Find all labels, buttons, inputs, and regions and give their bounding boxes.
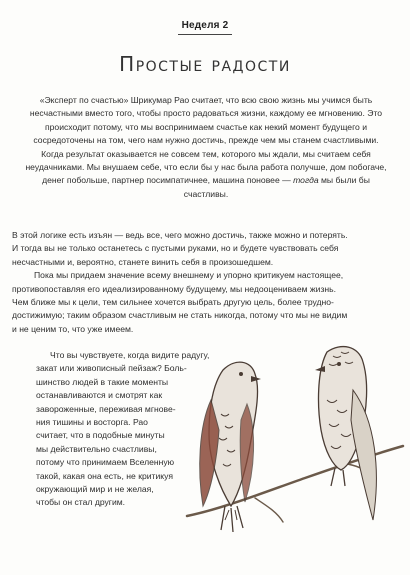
paragraph-3 — [36, 349, 210, 510]
paragraph-3-line: мы действительно счастливы, — [36, 443, 157, 454]
paragraph-3-line: закат или живописный пейзаж? Боль- — [36, 363, 187, 374]
paragraph-3-line: потому что принимаем Вселенную — [36, 457, 175, 468]
paragraph-2-line: достижимую; таким образом счастливым не стать никогда, потому что мы не видим — [12, 310, 348, 321]
right-bird-illustration — [315, 347, 376, 520]
paragraph-2-line: В этой логике есть изъян — ведь все, чего можно достичь, также можно и потерять. — [12, 230, 348, 240]
paragraph-1 — [22, 94, 390, 201]
paragraph-2-line: несчастными и, вероятно, станете винить себя в произошедшем. — [12, 256, 274, 267]
paragraph-3-line: считает, что в подобные минуты — [36, 430, 165, 441]
paragraph-2-line: И тогда вы не только останетесь с пустыми руками, но и будете чувствовать себя — [12, 243, 339, 254]
paragraph-3-line: останавливаются и смотрят как — [36, 390, 163, 401]
paragraph-2 — [12, 229, 394, 336]
paragraph-3-line: такой, какая она есть, не критикуя — [36, 470, 173, 481]
paragraph-3-line: завороженные, переживая мгнове- — [36, 403, 176, 414]
week-divider — [178, 34, 232, 35]
paragraph-2-line: Чем ближе мы к цели, тем сильнее хочется выбрать другую цель, более трудно- — [12, 297, 334, 308]
left-bird-illustration — [200, 362, 261, 532]
birds-on-branch-illustration — [185, 330, 405, 560]
paragraph-3-line: ния тишины и восторга. Рао — [36, 417, 148, 428]
paragraph-1-text: «Эксперт по счастью» Шрикумар Рао считает, что всю свою жизнь мы учимся быть несчастными вместо того, чтобы просто радоваться жизни, каждому ее мгновению. Это происходит потому, что мы воспринимаем счастье как некий момент будущего и сосредоточены на том, чего нам нужно достичь, прежде чем мы станем счастливыми. Когда результат оказывается не совсем тем, которого мы ждали, мы считаем себя неудачниками. Мы внушаем себе, что если бы у нас была работа получше, дом побогаче, денег побольше, партнер посимпатичнее, машина поновее — — [25, 95, 387, 186]
paragraph-1-end: мы были бы счастливы. — [183, 175, 370, 199]
paragraph-3-line: Что вы чувствуете, когда видите радугу, — [50, 350, 210, 360]
branch-twig — [255, 498, 283, 522]
chapter-title: Простые радости — [119, 52, 291, 76]
paragraph-3-line: чтобы он стал другим. — [36, 497, 126, 508]
week-label: Неделя 2 — [181, 20, 229, 31]
paragraph-3-line: окружающий мир и не желая, — [36, 484, 154, 495]
paragraph-2-line: Пока мы придаем значение всему внешнему и упорно критикуем настоящее, — [34, 270, 344, 281]
paragraph-2-line: и не ценим то, что уже имеем. — [12, 323, 134, 334]
paragraph-2-line: противопоставляя его идеализированному будущему, мы недооцениваем жизнь. — [12, 283, 337, 294]
paragraph-3-line: шинство людей в такие моменты — [36, 376, 169, 387]
paragraph-1-italic: тогда — [293, 175, 319, 186]
